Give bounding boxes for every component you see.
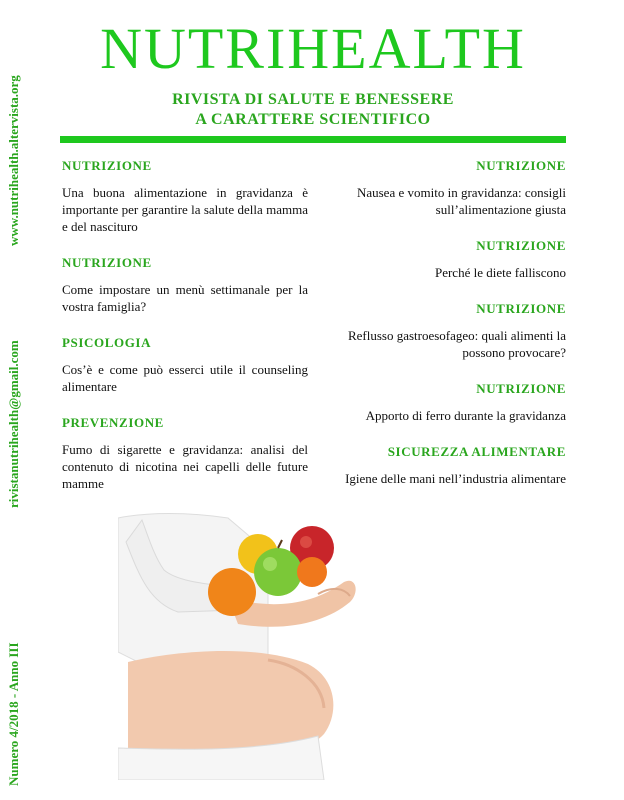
article-category: NUTRIZIONE — [476, 301, 566, 316]
tangerine-icon — [297, 557, 327, 587]
article-headline: Fumo di sigarette e gravidanza: analisi del contenuto di nicotina nei capelli delle future mamme — [62, 442, 308, 491]
article-entry[interactable] — [62, 158, 308, 235]
article-entry[interactable] — [318, 301, 566, 361]
article-entry[interactable] — [318, 158, 566, 218]
masthead — [60, 16, 566, 130]
article-entry[interactable] — [62, 335, 308, 395]
article-entry[interactable] — [318, 238, 566, 281]
article-category: PSICOLOGIA — [62, 335, 152, 350]
subtitle-line-1: RIVISTA DI SALUTE E BENESSERE — [172, 91, 454, 108]
article-headline: Igiene delle mani nell’industria alimentare — [345, 471, 566, 486]
green-divider — [60, 136, 566, 143]
article-category: NUTRIZIONE — [62, 255, 152, 270]
article-headline: Perché le diete falliscono — [434, 265, 566, 280]
cover-photo-pregnant-woman-with-fruit — [118, 512, 378, 780]
article-category: PREVENZIONE — [62, 415, 164, 430]
article-entry[interactable] — [318, 444, 566, 487]
green-apple-icon — [254, 548, 302, 596]
article-entry[interactable] — [62, 415, 308, 492]
article-category: SICUREZZA ALIMENTARE — [387, 444, 566, 459]
article-category: NUTRIZIONE — [476, 381, 566, 396]
magazine-title: NUTRIHEALTH — [100, 16, 526, 81]
article-category: NUTRIZIONE — [476, 238, 566, 253]
article-headline: Una buona alimentazione in gravidanza è importante per garantire la salute della mamma e del nascituro — [62, 185, 308, 234]
article-headline: Apporto di ferro durante la gravidanza — [365, 408, 566, 423]
article-headline: Cos’è e come può esserci utile il counseling alimentare — [62, 362, 308, 394]
magazine-subtitle — [60, 90, 566, 130]
article-headline: Reflusso gastroesofageo: quali alimenti la possono provocare? — [347, 328, 566, 360]
orange-icon — [208, 568, 256, 616]
article-headline: Come impostare un menù settimanale per la vostra famiglia? — [62, 282, 308, 314]
article-category: NUTRIZIONE — [62, 158, 152, 173]
article-entry[interactable] — [62, 255, 308, 315]
article-entry[interactable] — [318, 381, 566, 424]
article-category: NUTRIZIONE — [476, 158, 566, 173]
left-article-column — [62, 158, 308, 492]
article-headline: Nausea e vomito in gravidanza: consigli sull’alimentazione giusta — [356, 185, 566, 217]
subtitle-line-2: A CARATTERE SCIENTIFICO — [195, 111, 431, 128]
right-article-column — [318, 158, 566, 487]
